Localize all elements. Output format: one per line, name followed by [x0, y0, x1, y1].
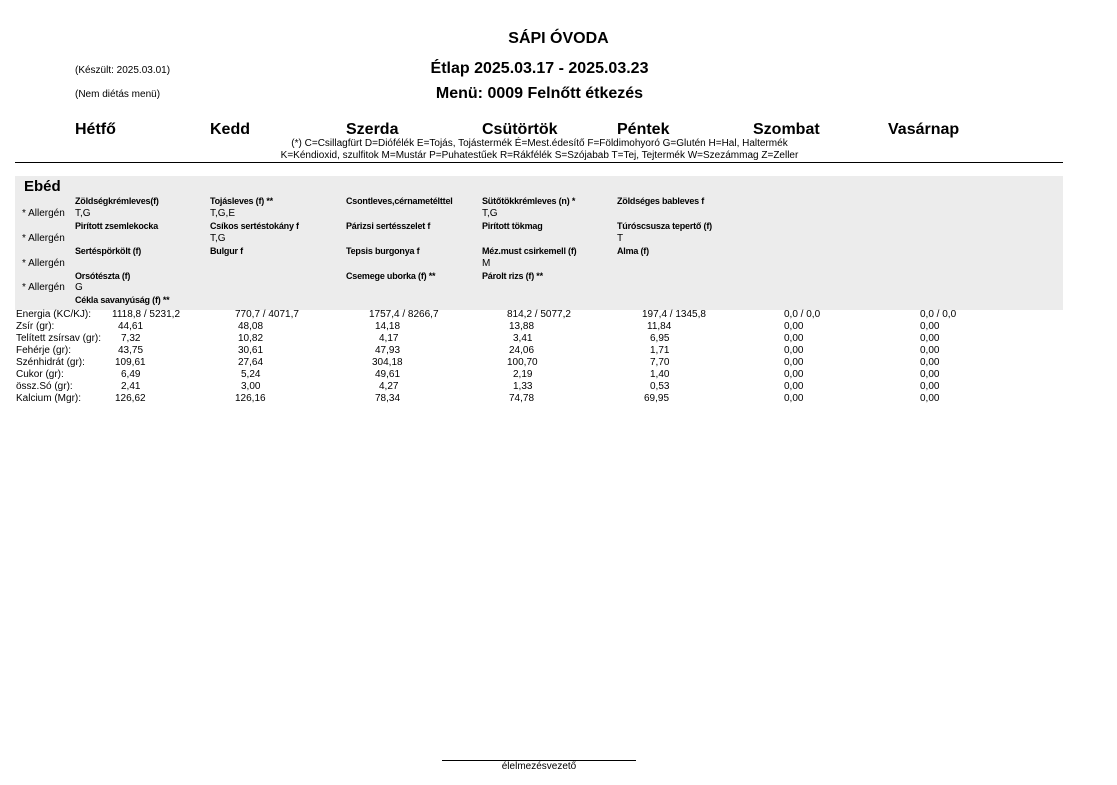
- dish-name: Zöldséges bableves f: [617, 196, 705, 206]
- nutrition-value: 814,2 / 5077,2: [507, 309, 571, 320]
- dish-name: Bulgur f: [210, 246, 243, 256]
- nutrition-value: 304,18: [372, 357, 403, 368]
- nutrition-value: 0,00: [784, 333, 804, 344]
- allergen-row-label: * Allergén: [22, 282, 65, 293]
- allergen-code: T,G: [482, 208, 498, 219]
- dish-name: Zöldségkrémleves(f): [75, 196, 159, 206]
- nutrition-value: 14,18: [375, 321, 401, 332]
- nutrition-label-salt: össz.Só (gr):: [16, 381, 73, 392]
- dish-name: Alma (f): [617, 246, 649, 256]
- nutrition-value: 74,78: [509, 393, 535, 404]
- nutrition-value: 6,49: [121, 369, 141, 380]
- allergen-code: T,G,E: [210, 208, 236, 219]
- nutrition-value: 0,0 / 0,0: [920, 309, 957, 320]
- nutrition-value: 7,70: [650, 357, 670, 368]
- nutrition-value: 48,08: [238, 321, 264, 332]
- nutrition-value: 0,00: [920, 369, 940, 380]
- nutrition-value: 1757,4 / 8266,7: [369, 309, 439, 320]
- dish-name: Párolt rizs (f) **: [482, 271, 543, 281]
- day-header-friday: Péntek: [617, 121, 670, 138]
- allergen-legend-line-2: K=Kéndioxid, szulfitok M=Mustár P=Puhatestűek R=Rákfélék S=Szójabab T=Tej, Tejtermék W=Szezámmag Z=Zeller: [280, 150, 799, 161]
- nutrition-label-calcium: Kalcium (Mgr):: [16, 393, 82, 404]
- school-name: SÁPI ÓVODA: [508, 30, 609, 47]
- nutrition-label-sugar: Cukor (gr):: [16, 369, 64, 380]
- allergen-row-label: * Allergén: [22, 233, 65, 244]
- meal-name: Ebéd: [24, 178, 61, 195]
- nutrition-value: 0,00: [784, 357, 804, 368]
- dish-name: Tojásleves (f) **: [210, 196, 273, 206]
- menu-title: Étlap 2025.03.17 - 2025.03.23: [430, 60, 649, 77]
- nutrition-value: 197,4 / 1345,8: [642, 309, 706, 320]
- nutrition-value: 43,75: [118, 345, 144, 356]
- dish-name: Párizsi sertésszelet f: [346, 221, 431, 231]
- nutrition-value: 47,93: [375, 345, 401, 356]
- dish-name: Sütőtökkrémleves (n) *: [482, 196, 576, 206]
- day-header-saturday: Szombat: [753, 121, 820, 138]
- allergen-code: T,G: [75, 208, 91, 219]
- nutrition-label-carbohydrate: Szénhidrát (gr):: [16, 357, 85, 368]
- dish-name: Sertéspörkölt (f): [75, 246, 142, 256]
- nutrition-value: 1118,8 / 5231,2: [112, 309, 181, 320]
- nutrition-value: 126,16: [235, 393, 266, 404]
- nutrition-value: 770,7 / 4071,7: [235, 309, 299, 320]
- nutrition-value: 0,0 / 0,0: [784, 309, 821, 320]
- nutrition-value: 0,00: [784, 345, 804, 356]
- nutrition-label-energy: Energia (KC/KJ):: [16, 309, 92, 320]
- nutrition-label-fat: Zsír (gr):: [16, 321, 55, 332]
- nutrition-value: 0,00: [784, 369, 804, 380]
- nutrition-value: 0,53: [650, 381, 670, 392]
- nutrition-value: 0,00: [920, 381, 940, 392]
- nutrition-value: 0,00: [784, 393, 804, 404]
- nutrition-value: 2,41: [121, 381, 141, 392]
- nutrition-value: 0,00: [920, 321, 940, 332]
- nutrition-value: 4,27: [379, 381, 399, 392]
- menu-subtitle: Menü: 0009 Felnőtt étkezés: [435, 85, 644, 102]
- nutrition-value: 27,64: [238, 357, 264, 368]
- dish-name: Csemege uborka (f) **: [346, 271, 436, 281]
- nutrition-value: 0,00: [920, 357, 940, 368]
- nutrition-value: 30,61: [238, 345, 264, 356]
- nutrition-value: 49,61: [375, 369, 401, 380]
- nutrition-value: 3,41: [513, 333, 533, 344]
- nutrition-value: 5,24: [241, 369, 261, 380]
- day-header-wednesday: Szerda: [346, 121, 399, 138]
- nutrition-value: 24,06: [509, 345, 535, 356]
- nutrition-label-protein: Fehérje (gr):: [16, 345, 72, 356]
- nutrition-value: 0,00: [784, 321, 804, 332]
- signature-caption: élelmezésvezető: [501, 761, 577, 772]
- diet-note: (Nem diétás menü): [75, 89, 161, 100]
- nutrition-value: 3,00: [241, 381, 261, 392]
- dish-name: Cékla savanyúság (f) **: [75, 295, 170, 305]
- allergen-code: T,G: [210, 233, 226, 244]
- nutrition-value: 0,00: [920, 393, 940, 404]
- dish-name: Pirított tökmag: [482, 221, 543, 231]
- day-header-sunday: Vasárnap: [888, 121, 960, 138]
- nutrition-value: 1,33: [513, 381, 533, 392]
- day-header-thursday: Csütörtök: [482, 121, 558, 138]
- allergen-code: M: [482, 258, 491, 269]
- nutrition-value: 109,61: [115, 357, 146, 368]
- nutrition-value: 1,40: [650, 369, 670, 380]
- allergen-legend-line-1: (*) C=Csillagfürt D=Diófélék E=Tojás, Tojástermék É=Mest.édesítő F=Földimohyoró G=Glutén H=Hal, Haltermék: [291, 138, 788, 149]
- nutrition-value: 0,00: [920, 345, 940, 356]
- allergen-row-label: * Allergén: [22, 208, 65, 219]
- nutrition-value: 100,70: [507, 357, 538, 368]
- nutrition-value: 78,34: [375, 393, 401, 404]
- dish-name: Csontleves,cérnametélttel: [346, 196, 453, 206]
- nutrition-value: 11,84: [647, 321, 672, 332]
- header-divider: [15, 162, 1063, 163]
- day-header-tuesday: Kedd: [210, 121, 250, 138]
- allergen-row-label: * Allergén: [22, 258, 65, 269]
- nutrition-value: 2,19: [513, 369, 533, 380]
- dish-name: Méz.must csirkemell (f): [482, 246, 577, 256]
- nutrition-value: 44,61: [118, 321, 144, 332]
- nutrition-value: 7,32: [121, 333, 141, 344]
- allergen-code: G: [75, 282, 83, 293]
- nutrition-value: 0,00: [920, 333, 940, 344]
- dish-name: Tepsis burgonya f: [346, 246, 420, 256]
- nutrition-value: 6,95: [650, 333, 670, 344]
- nutrition-value: 1,71: [650, 345, 670, 356]
- nutrition-value: 4,17: [379, 333, 399, 344]
- nutrition-value: 126,62: [115, 393, 146, 404]
- nutrition-value: 0,00: [784, 381, 804, 392]
- dish-name: Orsótészta (f): [75, 271, 131, 281]
- dish-name: Csíkos sertéstokány f: [210, 221, 299, 231]
- nutrition-value: 10,82: [238, 333, 264, 344]
- dish-name: Pirított zsemlekocka: [75, 221, 159, 231]
- prepared-date: (Készült: 2025.03.01): [75, 65, 171, 76]
- nutrition-value: 13,88: [509, 321, 535, 332]
- nutrition-label-saturated-fat: Telített zsírsav (gr):: [16, 333, 102, 344]
- nutrition-value: 69,95: [644, 393, 670, 404]
- allergen-code: T: [617, 233, 624, 244]
- day-header-monday: Hétfő: [75, 121, 116, 138]
- dish-name: Túróscsusza tepertő (f): [617, 221, 712, 231]
